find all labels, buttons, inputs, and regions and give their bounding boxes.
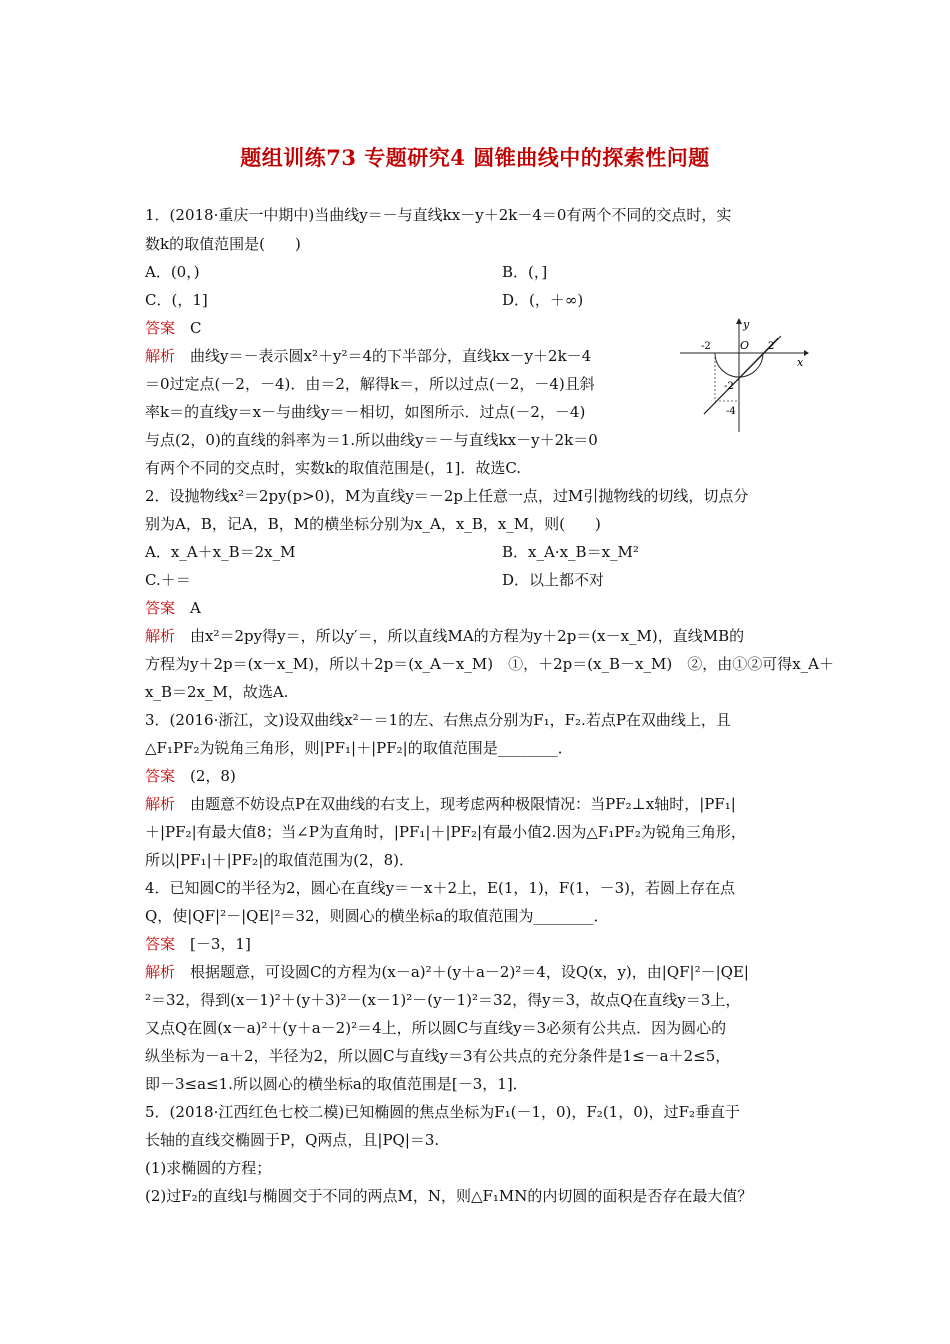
tick-neg2: -2 (701, 341, 711, 352)
q1-option-b: B．(，] (502, 263, 548, 281)
x-label: x (797, 356, 804, 369)
q2-explanation-line2: 方程为y＋2p＝(x－x_M)，所以＋2p＝(x_A－x_M) ①，＋2p＝(x_B－x_M) ②，由①②可得x_A＋ (145, 655, 835, 673)
q5-part1: (1)求椭圆的方程； (145, 1159, 272, 1177)
y-label: y (743, 318, 750, 331)
answer-label: 答案 (145, 767, 176, 785)
x-axis-arrow (804, 350, 809, 356)
explanation-label: 解析 (145, 963, 176, 981)
q2-explanation-line1 (145, 626, 744, 646)
answer-value: A (190, 599, 201, 617)
q3-stem-line2: △F₁PF₂为锐角三角形，则|PF₁|＋|PF₂|的取值范围是________． (145, 739, 573, 757)
tick-y-neg4: -4 (726, 406, 736, 417)
q1-explanation-line4: 与点(2，0)的直线的斜率为＝1.所以曲线y＝－与直线kx－y＋2k＝0 (145, 431, 598, 449)
q4-stem-line2: Q，使|QF|²－|QE|²＝32，则圆心的横坐标a的取值范围为________． (145, 907, 609, 925)
q4-explanation-line2: ²＝32，得到(x－1)²＋(y＋3)²－(x－1)²－(y－1)²＝32，得y＝3，故点Q在直线y＝3上， (145, 991, 741, 1009)
q4-explanation-line3: 又点Q在圆(x－a)²＋(y＋a－2)²＝4上，所以圆C与直线y＝3必须有公共点．因为圆心的 (145, 1019, 727, 1037)
q2-explanation-line3: x_B＝2x_M，故选A. (145, 683, 289, 701)
q4-answer (145, 934, 251, 954)
explanation-label: 解析 (145, 627, 176, 645)
q5-stem-line2: 长轴的直线交椭圆于P，Q两点，且|PQ|＝3. (145, 1131, 440, 1149)
explanation-text: 由题意不妨设点P在双曲线的右支上，现考虑两种极限情况：当PF₂⊥x轴时，|PF₁| (190, 795, 736, 813)
q2-stem-line2: 别为A，B，记A，B，M的横坐标分别为x_A，x_B，x_M，则( ) (145, 515, 601, 533)
q1-explanation-line1 (145, 346, 591, 366)
q4-stem-line1: 4．已知圆C的半径为2，圆心在直线y＝－x＋2上，E(1，1)，F(1，－3)，若圆上存在点 (145, 879, 735, 897)
explanation-text: 曲线y＝－表示圆x²＋y²＝4的下半部分，直线kx－y＋2k－4 (190, 347, 592, 365)
q3-stem-line1: 3．(2016·浙江，文)设双曲线x²－＝1的左、右焦点分别为F₁，F₂.若点P在双曲线上，且 (145, 711, 731, 729)
q1-stem-line1: 1．(2018·重庆一中期中)当曲线y＝－与直线kx－y＋2k－4＝0有两个不同的交点时，实 (145, 206, 732, 224)
y-axis-arrow (736, 318, 742, 324)
q1-option-a: A．(0，) (145, 263, 200, 281)
q4-explanation-line5: 即－3≤a≤1.所以圆心的横坐标a的取值范围是[－3，1]． (145, 1075, 528, 1093)
q2-answer (145, 598, 201, 618)
answer-label: 答案 (145, 599, 176, 617)
q1-figure (676, 316, 810, 436)
q1-option-c: C．(，1] (145, 291, 208, 309)
q4-explanation-line4: 纵坐标为－a＋2，半径为2，所以圆C与直线y＝3有公共点的充分条件是1≤－a＋2≤5， (145, 1047, 731, 1065)
q1-explanation-line3: 率k＝的直线y＝x－与曲线y＝－相切，如图所示．过点(－2，－4) (145, 403, 586, 421)
q3-explanation-line1 (145, 794, 736, 814)
page-title: 题组训练73 专题研究4 圆锥曲线中的探索性问题 (240, 145, 710, 170)
answer-value: C (190, 319, 202, 337)
q3-explanation-line3: 所以|PF₁|＋|PF₂|的取值范围为(2，8)． (145, 851, 415, 869)
q4-explanation-line1 (145, 962, 749, 982)
q1-explanation-line2: ＝0过定点(－2，－4)．由＝2，解得k＝，所以过点(－2，－4)且斜 (145, 375, 595, 393)
answer-label: 答案 (145, 935, 176, 953)
q1-stem-line2: 数k的取值范围是( ) (145, 235, 301, 253)
answer-value: [－3，1] (190, 935, 251, 953)
explanation-text: 根据题意，可设圆C的方程为(x－a)²＋(y＋a－2)²＝4，设Q(x，y)，由|QF|²－|QE| (190, 963, 749, 981)
explanation-label: 解析 (145, 347, 176, 365)
tick-y-neg2: -2 (724, 381, 734, 392)
answer-label: 答案 (145, 319, 176, 337)
q3-answer (145, 766, 236, 786)
tick-pos2: 2 (768, 341, 775, 352)
q5-stem-line1: 5．(2018·江西红色七校二模)已知椭圆的焦点坐标为F₁(－1，0)，F₂(1，0)，过F₂垂直于 (145, 1103, 741, 1121)
q1-option-d: D．(，＋∞) (502, 291, 584, 309)
q2-option-a: A．x_A＋x_B＝2x_M (145, 543, 296, 561)
q3-explanation-line2: ＋|PF₂|有最大值8；当∠P为直角时，|PF₁|＋|PF₂|有最小值2.因为△F₁PF₂为锐角三角形， (145, 823, 746, 841)
q1-explanation-line5: 有两个不同的交点时，实数k的取值范围是(，1]．故选C. (145, 459, 522, 477)
q5-part2: (2)过F₂的直线l与椭圆交于不同的两点M，N，则△F₁MN的内切圆的面积是否存在最大值？ (145, 1187, 753, 1205)
q2-option-d: D．以上都不对 (502, 571, 605, 589)
explanation-text: 由x²＝2py得y＝，所以y′＝，所以直线MA的方程为y＋2p＝(x－x_M)，直线MB的 (190, 627, 745, 645)
q2-stem-line1: 2．设抛物线x²＝2py(p>0)，M为直线y＝－2p上任意一点，过M引抛物线的切线，切点分 (145, 487, 749, 505)
origin-label: O (740, 339, 750, 352)
q1-answer (145, 318, 202, 338)
answer-value: (2，8) (190, 767, 236, 785)
q2-option-b: B．x_A·x_B＝x_M² (502, 543, 639, 561)
q2-option-c: C.＋＝ (145, 571, 191, 589)
explanation-label: 解析 (145, 795, 176, 813)
